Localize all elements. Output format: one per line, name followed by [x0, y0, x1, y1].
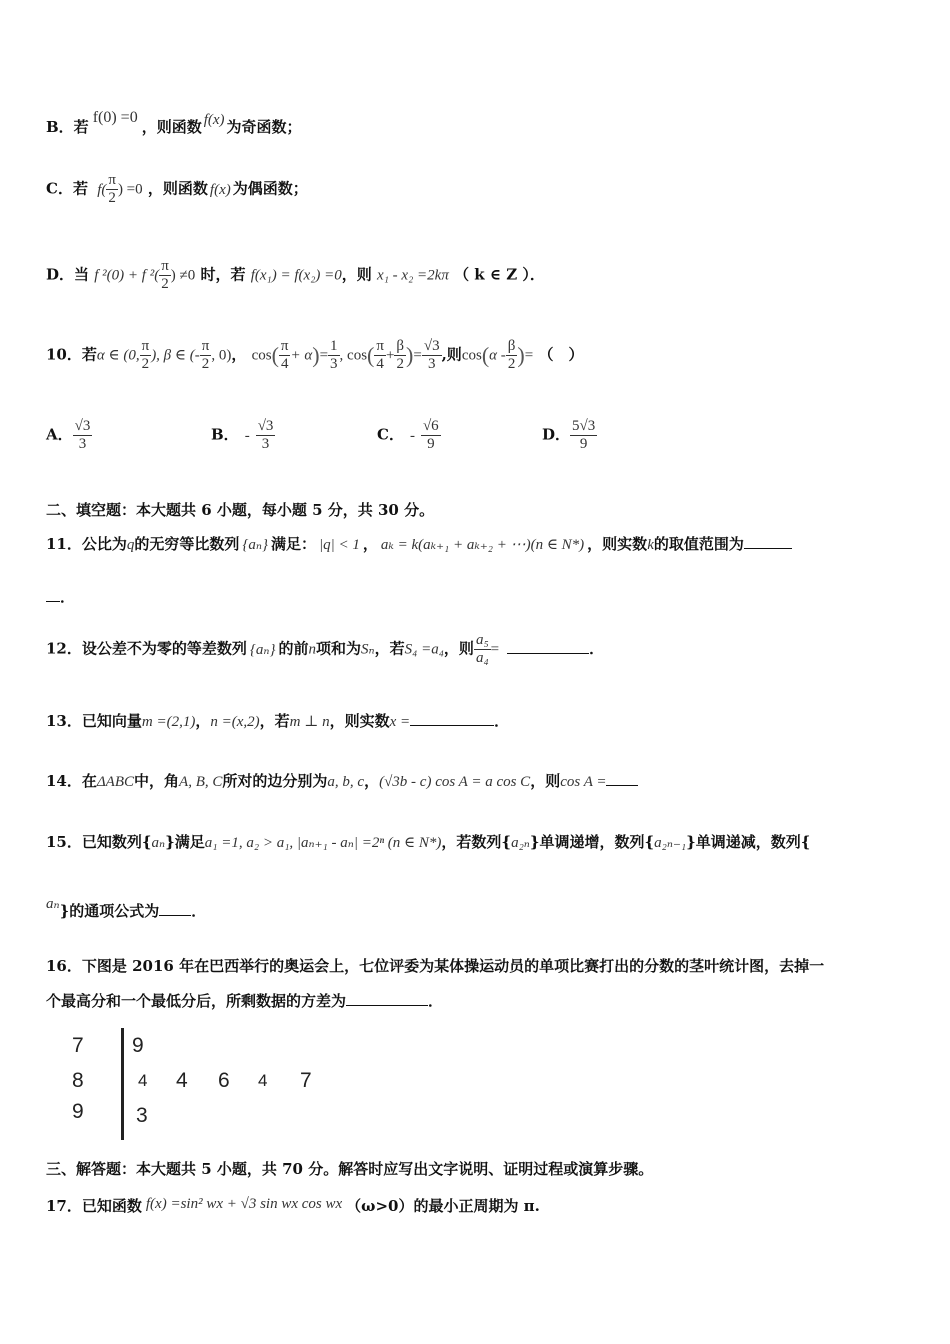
- math-expression: （ k ∈ Z ）．: [454, 265, 545, 284]
- fraction: [279, 338, 291, 373]
- math-expression: S₄ =a₄: [404, 641, 444, 658]
- math-expression: , 0): [211, 347, 232, 364]
- text: }满足: [165, 833, 205, 851]
- math-expression: =: [490, 641, 500, 658]
- text: ，则函数: [147, 179, 208, 198]
- leaf: 4: [138, 1071, 148, 1090]
- answer-blank: [46, 587, 60, 602]
- choice-label: C．: [377, 425, 404, 444]
- question-14: [46, 770, 638, 791]
- text: 11．公比为: [46, 535, 127, 553]
- choice-d: [542, 418, 597, 453]
- fraction: [474, 632, 491, 667]
- section-heading-fill-in: 二、填空题：本大题共 6 小题，每小题 5 分，共 30 分。: [46, 501, 435, 519]
- fraction: [200, 338, 212, 373]
- choice-label: A．: [46, 425, 73, 444]
- math-expression: {aₙ}: [249, 641, 276, 658]
- fraction: [374, 338, 386, 373]
- fraction-numerator: β: [396, 338, 405, 354]
- math-expression: ) ≠0: [170, 267, 196, 284]
- text: ，: [362, 535, 378, 553]
- fraction-numerator: π: [161, 258, 169, 274]
- text: ，则: [341, 265, 372, 284]
- fraction-denominator: 2: [161, 276, 169, 292]
- text: 13．已知向量: [46, 712, 142, 730]
- fraction-denominator: 2: [141, 356, 150, 372]
- answer-blank: [410, 711, 494, 726]
- fraction: [73, 418, 93, 453]
- question-13: [46, 710, 509, 731]
- math-expression: m ⊥ n: [289, 714, 330, 730]
- math-expression: A, B, C: [179, 774, 223, 790]
- fraction-denominator: 2: [108, 190, 116, 206]
- math-expression: f(x₁) = f(x₂) =0: [250, 267, 342, 284]
- math-expression: f(x): [209, 181, 231, 198]
- math-expression: f(x): [203, 112, 225, 128]
- answer-blank: [606, 771, 638, 786]
- choice-b: [211, 418, 275, 453]
- text: 所对的边分别为: [222, 772, 328, 790]
- choice-c: [377, 418, 441, 453]
- text: 的前: [278, 639, 309, 658]
- fraction-numerator: 1: [330, 338, 338, 354]
- fraction-numerator: √3: [423, 338, 440, 354]
- math-expression: aₖ = k(aₖ₊₁ + aₖ₊₂ + ⋯)(n ∈ N*): [380, 537, 585, 553]
- text: ，则: [443, 639, 474, 658]
- fraction: [394, 338, 406, 373]
- fraction-denominator: 3: [330, 356, 338, 372]
- section-heading-solve: 三、解答题：本大题共 5 小题，共 70 分。解答时应写出文字说明、证明过程或演算步骤。: [46, 1160, 654, 1178]
- option-label: C．若: [46, 179, 88, 198]
- fraction-denominator: 3: [78, 436, 87, 452]
- fraction: [140, 338, 152, 373]
- math-expression: a₂ₙ₋₁: [654, 835, 687, 851]
- choice-a: [46, 418, 92, 453]
- text: 个最高分和一个最低分后，所剩数据的方差为: [46, 992, 347, 1010]
- math-expression: f ²(0) + f ²(: [94, 267, 160, 284]
- math-expression: α -: [489, 347, 506, 364]
- fraction: [106, 172, 118, 207]
- question-17: [46, 1195, 540, 1216]
- text: ．: [191, 902, 207, 920]
- answer-blank: [159, 901, 191, 916]
- answer-blank: （ ）: [538, 345, 584, 364]
- fraction-denominator: 3: [427, 356, 436, 372]
- question-11-cont: [46, 586, 75, 607]
- question-12: [46, 632, 604, 667]
- option-b: [46, 109, 302, 137]
- math-expression: +: [385, 347, 395, 364]
- question-number: 10．若: [46, 345, 97, 364]
- fraction: [422, 338, 442, 373]
- fraction: [256, 418, 276, 453]
- text: ．: [60, 588, 76, 606]
- fraction-numerator: π: [108, 172, 116, 188]
- leaf: 3: [136, 1104, 148, 1127]
- math-expression: n =(x,2): [210, 714, 260, 730]
- math-expression: cos: [251, 347, 272, 364]
- text: 中，角: [134, 772, 180, 790]
- sign: -: [409, 427, 415, 444]
- fraction-numerator: π: [201, 338, 210, 354]
- leaf: 7: [300, 1069, 312, 1092]
- math-expression: x =: [389, 714, 411, 730]
- text: 为奇函数；: [226, 118, 302, 136]
- answer-blank: [744, 534, 792, 549]
- question-11: [46, 533, 792, 554]
- fraction: [159, 258, 171, 293]
- math-expression: (√3b - c) cos A = a cos C: [379, 774, 531, 790]
- math-expression: f(0) =0: [92, 109, 138, 126]
- option-d: [46, 258, 545, 293]
- text: }的通项公式为: [59, 902, 160, 920]
- text: ．: [428, 992, 444, 1010]
- math-expression: Sₙ: [361, 641, 375, 658]
- leaf: 4: [258, 1071, 268, 1090]
- math-expression: a, b, c: [327, 774, 365, 790]
- math-expression: , cos: [339, 347, 368, 364]
- text: ，若数列{: [441, 833, 512, 851]
- fraction: [570, 418, 597, 453]
- fraction-numerator: √3: [257, 418, 274, 434]
- math-expression: |q| < 1: [318, 537, 360, 553]
- fraction-numerator: π: [376, 338, 384, 354]
- text: ．: [589, 639, 605, 658]
- text: 时，若: [200, 265, 246, 284]
- math-expression: ) =0: [117, 181, 143, 198]
- fraction-denominator: 4: [376, 356, 384, 372]
- fraction-numerator: π: [280, 338, 289, 354]
- question-16-line1: 16．下图是 2016 年在巴西举行的奥运会上，七位评委为某体操运动员的单项比赛打出的分数的茎叶统计图，去掉一: [46, 957, 825, 975]
- math-expression: α ∈ (0,: [96, 347, 140, 364]
- option-c: [46, 172, 308, 207]
- text: 15．已知数列{: [46, 833, 152, 851]
- math-expression: =: [413, 347, 422, 364]
- math-expression: m =(2,1): [141, 714, 196, 730]
- text: }单调递增，数列{: [529, 833, 655, 851]
- question-15: [46, 831, 810, 852]
- answer-blank: [346, 991, 428, 1006]
- text: 的取值范围为: [653, 535, 744, 553]
- choice-label: D．: [542, 425, 571, 444]
- text: ，: [231, 345, 247, 364]
- text: ，若: [374, 639, 405, 658]
- fraction: [506, 338, 518, 373]
- text: 17．已知函数: [46, 1197, 142, 1215]
- fraction-numerator: √3: [74, 418, 91, 434]
- fraction-denominator: 2: [396, 356, 404, 372]
- math-expression: q: [126, 537, 135, 553]
- math-expression: =: [524, 347, 534, 364]
- math-expression: {aₙ}: [242, 537, 268, 553]
- leaf: 4: [176, 1069, 188, 1092]
- text: ，: [195, 712, 211, 730]
- math-expression: + α: [290, 347, 313, 364]
- math-expression: x₁ - x₂ =2kπ: [377, 267, 449, 284]
- fraction-numerator: a₅: [475, 632, 489, 648]
- text: ，: [364, 772, 380, 790]
- text: ，若: [259, 712, 290, 730]
- text: ．: [494, 712, 510, 730]
- fraction-denominator: 2: [507, 356, 516, 372]
- stem: 7: [72, 1034, 84, 1057]
- stem: 8: [72, 1069, 84, 1092]
- fraction: [328, 338, 340, 373]
- text: 14．在: [46, 772, 97, 790]
- text: }单调递减，数列{: [686, 833, 811, 851]
- stem: 9: [72, 1100, 84, 1123]
- question-15-cont: [46, 896, 207, 921]
- fraction-numerator: √6: [422, 418, 439, 434]
- fraction-denominator: 2: [201, 356, 210, 372]
- fraction-numerator: β: [507, 338, 516, 354]
- math-expression: k: [647, 537, 654, 553]
- text: ，则: [530, 772, 561, 790]
- text: 满足：: [270, 535, 316, 553]
- math-expression: cos A =: [560, 774, 607, 790]
- fraction-denominator: 9: [579, 436, 588, 452]
- fraction-numerator: π: [141, 338, 150, 354]
- fraction-denominator: 4: [280, 356, 289, 372]
- sign: -: [244, 427, 250, 444]
- text: ，则实数: [329, 712, 390, 730]
- text: 12．设公差不为零的等差数列: [46, 639, 247, 658]
- stem-divider: [121, 1028, 124, 1140]
- text: ，则函数: [141, 118, 202, 136]
- text: 为偶函数；: [232, 179, 308, 198]
- text: 项和为: [315, 639, 361, 658]
- leaf: 6: [218, 1069, 230, 1092]
- leaf: 9: [132, 1034, 144, 1057]
- fraction-numerator: 5√3: [572, 418, 596, 434]
- math-expression: a₂ₙ: [511, 835, 530, 851]
- fraction-denominator: 9: [427, 436, 435, 452]
- math-expression: aₙ: [151, 835, 166, 851]
- math-expression: f(: [97, 181, 107, 198]
- option-label: B．若: [46, 118, 89, 136]
- math-expression: f(x) =sin² wx + √3 sin wx cos wx: [145, 1196, 343, 1212]
- option-label: D．当: [46, 265, 90, 284]
- math-expression: n: [308, 641, 316, 658]
- math-expression: ΔABC: [96, 774, 135, 790]
- fraction: [421, 418, 441, 453]
- text: 的无穷等比数列: [134, 535, 240, 553]
- question-10: 10．若α ∈ (0, $\frac{\pi}{2}$ ), β ∈ (- $\frac{\pi}{2}$ , 0)， cos( $\frac{\pi}{4}$ + α)= $\frac{1}{3}$ , cos( $\frac{\pi}{4}$ + $\frac{\beta}{2}$ )= $\frac{√3}{3}$ ,则cos(α - $\frac{\beta}{2}$ )= （ ）: [46, 338, 584, 372]
- question-16-line2: [46, 990, 443, 1011]
- text: ，则实数: [587, 535, 648, 553]
- text: （ω>0）的最小正周期为 π.: [346, 1197, 540, 1215]
- math-expression: cos: [461, 347, 482, 364]
- text: ,则: [441, 345, 462, 364]
- fraction-denominator: a₄: [475, 650, 489, 666]
- math-expression: =: [319, 347, 329, 364]
- fraction-denominator: 3: [261, 436, 270, 452]
- math-expression: a₁ =1, a₂ > a₁, |aₙ₊₁ - aₙ| =2ⁿ (n ∈ N*): [204, 835, 442, 851]
- math-expression: aₙ: [46, 896, 60, 912]
- answer-blank: [507, 639, 589, 654]
- choice-label: B．: [211, 425, 239, 444]
- math-expression: ), β ∈ (-: [151, 347, 200, 364]
